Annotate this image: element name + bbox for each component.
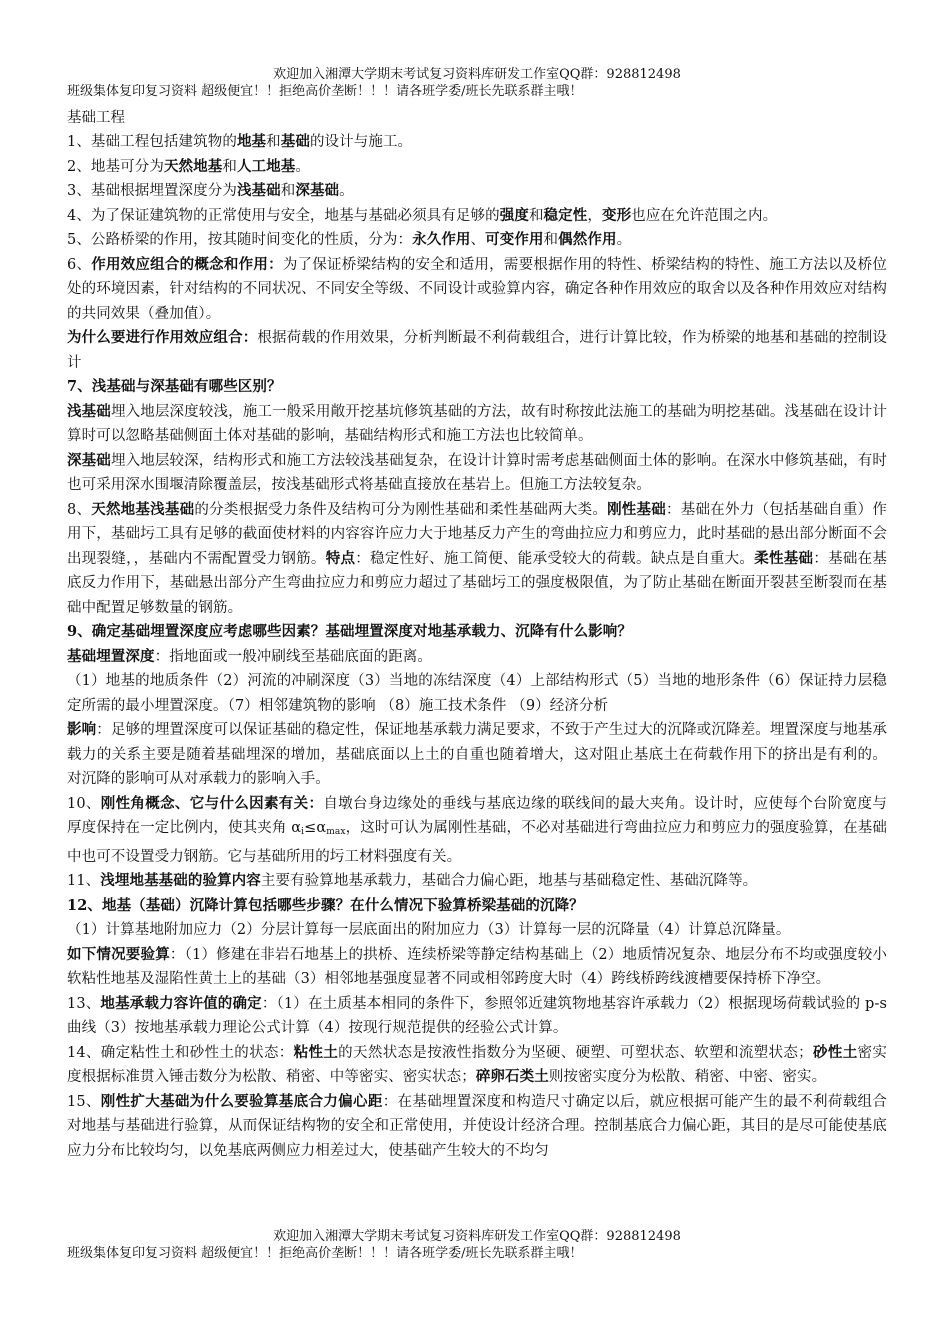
item-11: 11、浅埋地基基础的验算内容主要有验算地基承载力，基础合力偏心距，地基与基础稳定性、基础沉降等。	[67, 872, 758, 889]
footer-qq-line: 欢迎加入湘潭大学期末考试复习资料库研发工作室QQ群：928812498	[273, 1229, 681, 1244]
item-4: 4、为了保证建筑物的正常使用与安全，地基与基础必须具有足够的强度和稳定性，变形也应在允许范围之内。	[67, 206, 778, 224]
item-15: 15、刚性扩大基础为什么要验算基底合力偏心距：在基础埋置深度和构造尺寸确定以后，就应根据可能产生的最不利荷载组合对地基与基础进行验算，从而保证结构物的安全和正常使用，并使设计经济合理。控制基底合力偏心距，其目的是尽可能使基底应力分布比较均匀，以免基底两侧应力相差过大，使基础产生较大的不均匀	[67, 1092, 887, 1159]
footer-notice-line: 班级集体复印复习资料 超级便宜！！拒绝高价垄断！！！请各班学委/班长先联系群主哦！	[67, 1246, 583, 1261]
document-page	[67, 66, 887, 1163]
doc-title: 基础工程	[67, 110, 125, 126]
item-12-cases: 如下情况要验算：（1）修建在非岩石地基上的拱桥、连续桥梁等静定结构基础上（2）地质情况复杂、地层分布不均或强度较小软粘性地基及湿陷性黄土上的基础（3）相邻地基强度显著不同或相邻跨度大时（4）跨线桥跨线渡槽要保持桥下净空。	[67, 945, 887, 987]
item-7-shallow: 浅基础埋入地层深度较浅，施工一般采用敞开挖基坑修筑基础的方法，故有时称按此法施工的基础为明挖基础。浅基础在设计计算时可以忽略基础侧面土体对基础的影响，基础结构形式和施工方法也比较简单。	[67, 402, 887, 444]
item-3: 3、基础根据埋置深度分为浅基础和深基础。	[67, 182, 354, 199]
item-14: 14、确定粘性土和砂性土的状态：粘性土的天然状态是按液性指数分为坚硬、硬塑、可塑状态、软塑和流塑状态；砂性土密实度根据标准贯入锤击数分为松散、稍密、中等密实、密实状态；碎卵石类土则按密实度分为松散、稍密、中密、密实。	[67, 1043, 887, 1085]
item-1: 1、基础工程包括建筑物的地基和基础的设计与施工。	[67, 133, 413, 150]
page-footer	[67, 1228, 887, 1268]
header-notice-line: 班级集体复印复习资料 超级便宜！！拒绝高价垄断！！！请各班学委/班长先联系群主哦！	[67, 84, 583, 99]
item-7-question: 7、浅基础与深基础有哪些区别？	[67, 378, 282, 395]
header-qq-line: 欢迎加入湘潭大学期末考试复习资料库研发工作室QQ群：928812498	[273, 67, 681, 82]
item-9-definition: 基础埋置深度：指地面或一般冲刷线至基础底面的距离。	[67, 647, 433, 665]
item-12-question: 12、地基（基础）沉降计算包括哪些步骤？在什么情况下验算桥梁基础的沉降？	[67, 896, 584, 914]
item-13: 13、地基承载力容许值的确定：（1）在土质基本相同的条件下，参照邻近建筑物地基容许承载力（2）根据现场荷载试验的 p-s 曲线（3）按地基承载力理论公式计算（4）按现行规范提供的经验公式计算。	[67, 994, 887, 1036]
item-5: 5、公路桥梁的作用，按其随时间变化的性质，分为：永久作用、可变作用和偶然作用。	[67, 231, 632, 248]
item-10: 10、刚性角概念、它与什么因素有关：自墩台身边缘处的垂线与基底边缘的联线间的最大夹角。设计时，应使每个台阶宽度与厚度保持在一定比例内，使其夹角 $\alpha_i\le\alpha_{max}$，这时可认为属刚性基础，不必对基础进行弯曲拉应力和剪应力的强度验算，在基础中也可不设置受力钢筋。它与基础所用的圬工材料强度有关。	[67, 794, 887, 865]
item-9-influence: 影响：足够的埋置深度可以保证基础的稳定性，保证地基承载力满足要求，不致于产生过大的沉降或沉降差。埋置深度与地基承载力的关系主要是随着基础埋深的增加，基础底面以上土的自重也随着增大，这对阻止基底土在荷载作用下的挤出是有利的。 对沉降的影响可从对承载力的影响入手。	[67, 721, 887, 787]
item-6: 6、作用效应组合的概念和作用：为了保证桥梁结构的安全和适用，需要根据作用的特性、桥梁结构的特性、施工方法以及桥位处的环境因素，针对结构的不同状况、不同安全等级、不同设计或验算内容，确定各种作用效应的取舍以及各种作用效应对结构的共同效果（叠加值）。	[67, 255, 887, 322]
item-7-deep: 深基础埋入地层较深，结构形式和施工方法较浅基础复杂，在设计计算时需考虑基础侧面土体的影响。在深水中修筑基础，有时也可采用深水围堰清除覆盖层，按浅基础形式将基础直接放在基岩上。但施工方法较复杂。	[67, 451, 887, 493]
item-12-steps: （1）计算基地附加应力（2）分层计算每一层底面出的附加应力（3）计算每一层的沉降量（4）计算总沉降量。	[67, 922, 791, 938]
item-6-why: 为什么要进行作用效应组合：根据荷载的作用效果，分析判断最不利荷载组合，进行计算比较，作为桥梁的地基和基础的控制设计	[67, 329, 887, 371]
item-9-factors: （1）地基的地质条件（2）河流的冲刷深度（3）当地的冻结深度（4）上部结构形式（5）当地的地形条件（6）保证持力层稳定所需的最小埋置深度。（7）相邻建筑物的影响 （8）施工技术条件 （9）经济分析	[67, 673, 887, 714]
item-2: 2、地基可分为天然地基和人工地基。	[67, 157, 310, 175]
item-9-question: 9、确定基础埋置深度应考虑哪些因素？基础埋置深度对地基承载力、沉降有什么影响？	[67, 623, 632, 640]
item-8: 8、天然地基浅基础的分类根据受力条件及结构可分为刚性基础和柔性基础两大类。刚性基础：基础在外力（包括基础自重）作用下，基础圬工具有足够的截面使材料的内容容许应力大于地基反力产生的弯曲拉应力和剪应力，此时基础的悬出部分断面不会出现裂缝，，基础内不需配置受力钢筋。特点：稳定性好、施工简便、能承受较大的荷载。缺点是自重大。柔性基础：基础在基底反力作用下，基础悬出部分产生弯曲拉应力和剪应力超过了基础圬工的强度极限值，为了防止基础在断面开裂甚至断裂而在基础中配置足够数量的钢筋。	[67, 500, 888, 616]
